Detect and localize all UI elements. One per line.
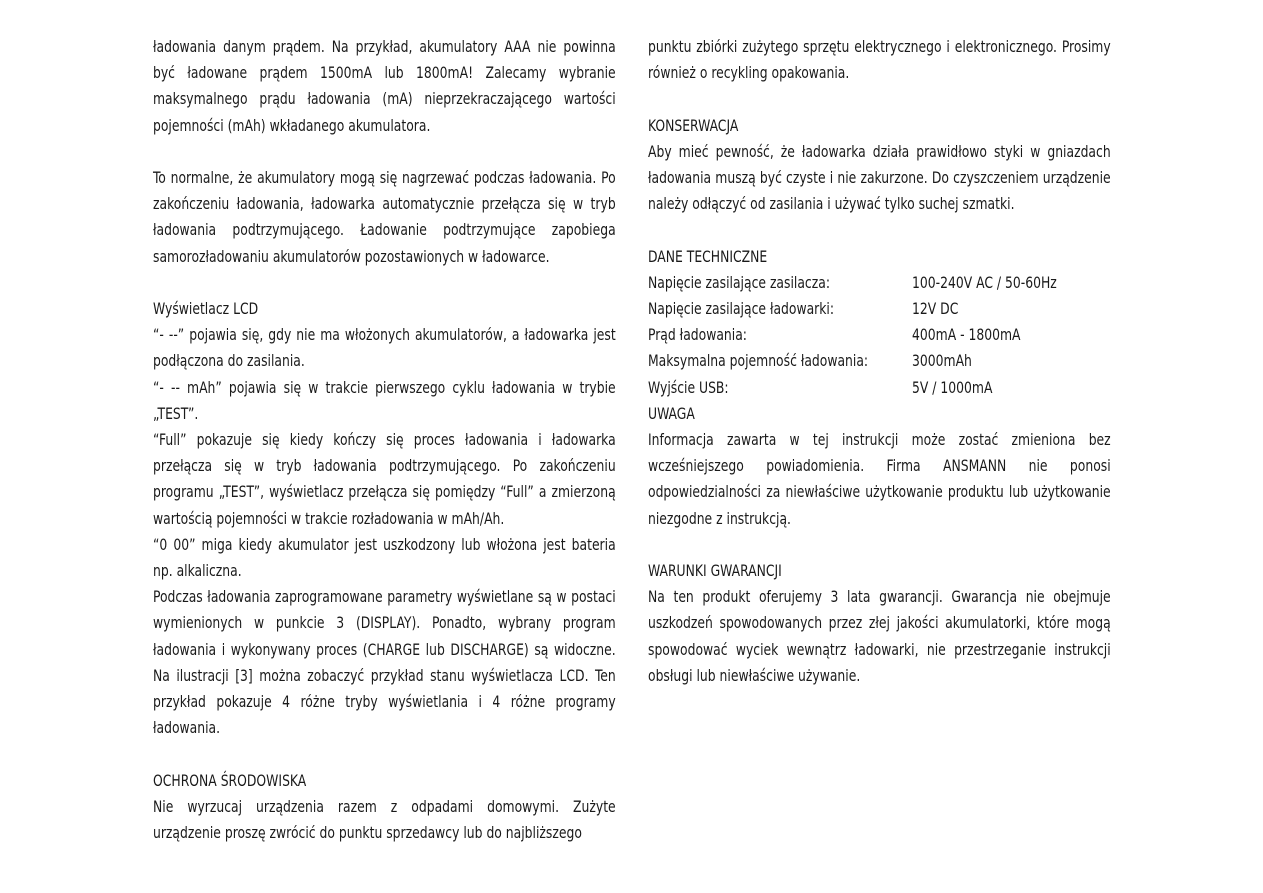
spec-label: Prąd ładowania: [648, 325, 747, 345]
spacer [153, 270, 616, 296]
spec-row [648, 296, 1111, 322]
lcd-item-full: “Full” pokazuje się kiedy kończy się proces ładowania i ładowarka przełącza się w tryb ładowania podtrzymującego. Po zakończeniu programu „TEST”, wyświetlacz przełącza się pomiędzy “Full” a zmierzoną wartością pojemności w trakcie rozładowania w mAh/Ah. [153, 430, 616, 528]
spec-label: Maksymalna pojemność ładowania: [648, 351, 869, 371]
warranty-heading: WARUNKI GWARANCJI [648, 561, 782, 581]
environment-heading: OCHRONA ŚRODOWISKA [153, 770, 307, 790]
spec-value: 3000mAh [912, 351, 972, 371]
spec-row [648, 348, 1111, 374]
maintenance-text: Aby mieć pewność, że ładowarka działa prawidłowo styki w gniazdach ładowania muszą być czyste i nie zakurzone. Do czyszczeniem urządzenie należy odłączyć od zasilania i używać tylko suchej szmatki. [648, 141, 1111, 214]
spec-row [648, 375, 1111, 401]
left-column [153, 34, 616, 846]
spec-value: 5V / 1000mA [912, 377, 993, 397]
note-heading: UWAGA [648, 403, 695, 423]
spec-value: 400mA - 1800mA [912, 325, 1021, 345]
spacer [153, 741, 616, 767]
lcd-heading: Wyświetlacz LCD [153, 299, 259, 318]
maintenance-heading: KONSERWACJA [648, 115, 739, 135]
environment-text-continued: punktu zbiórki zużytego sprzętu elektrycznego i elektronicznego. Prosimy również o recykling opakowania. [648, 37, 1111, 83]
lcd-item-no-battery: “- --” pojawia się, gdy nie ma włożonych akumulatorów, a ładowarka jest podłączona do zasilania. [153, 325, 616, 371]
spacer [648, 532, 1111, 558]
lcd-item-display-params: Podczas ładowania zaprogramowane parametry wyświetlane są w postaci wymienionych w punkcie 3 (DISPLAY). Ponadto, wybrany program ładowania i wykonywany proces (CHARGE lub DISCHARGE) są widoczne. Na ilustracji [3] można zobaczyć przykład stanu wyświetlacza LCD. Ten przykład pokazuje 4 różne tryby wyświetlania i 4 różne programy ładowania. [153, 587, 616, 738]
charging-current-paragraph: ładowania danym prądem. Na przykład, akumulatory AAA nie powinna być ładowane prądem 1500mA lub 1800mA! Zalecamy wybranie maksymalnego prądu ładowania (mA) nieprzekraczającego wartości pojemności (mAh) wkładanego akumulatora. [153, 37, 616, 135]
technical-specs-table [648, 270, 1111, 401]
lcd-item-damaged: “0 00” miga kiedy akumulator jest uszkodzony lub włożona jest bateria np. alkaliczna. [153, 534, 616, 581]
spacer [153, 139, 616, 165]
spec-value: 12V DC [912, 299, 959, 318]
heating-paragraph: To normalne, że akumulatory mogą się nagrzewać podczas ładowania. Po zakończeniu ładowania, ładowarka automatycznie przełącza się w tryb ładowania podtrzymującego. Ładowanie podtrzymujące zapobiega samorozładowaniu akumulatorów pozostawionych w ładowarce. [153, 168, 616, 266]
spec-label: Wyjście USB: [648, 377, 729, 397]
spacer [648, 86, 1111, 112]
note-text: Informacja zawarta w tej instrukcji może zostać zmieniona bez wcześniejszego powiadomienia. Firma ANSMANN nie ponosi odpowiedzialności za niewłaściwe użytkowanie produktu lub użytkowanie niezgodne z instrukcją. [648, 430, 1111, 528]
spec-value: 100-240V AC / 50-60Hz [912, 272, 1057, 292]
technical-data-heading: DANE TECHNICZNE [648, 246, 768, 266]
spec-label: Napięcie zasilające ładowarki: [648, 299, 835, 318]
spacer [648, 217, 1111, 243]
warranty-text: Na ten produkt oferujemy 3 lata gwarancji. Gwarancja nie obejmuje uszkodzeń spowodowanych przez złej jakości akumulatorki, które mogą spowodować wyciek wewnątrz ładowarki, nie przestrzeganie instrukcji obsługi lub niewłaściwe używanie. [648, 587, 1111, 685]
environment-text: Nie wyrzucaj urządzenia razem z odpadami domowymi. Zużyte urządzenie proszę zwrócić do punktu sprzedawcy lub do najbliższego [153, 796, 616, 843]
lcd-item-test-mah: “- -- mAh” pojawia się w trakcie pierwszego cyklu ładowania w trybie „TEST”. [153, 377, 616, 423]
spec-label: Napięcie zasilające zasilacza: [648, 272, 830, 292]
right-column [648, 34, 1111, 689]
spec-row [648, 270, 1111, 296]
spec-row [648, 322, 1111, 348]
